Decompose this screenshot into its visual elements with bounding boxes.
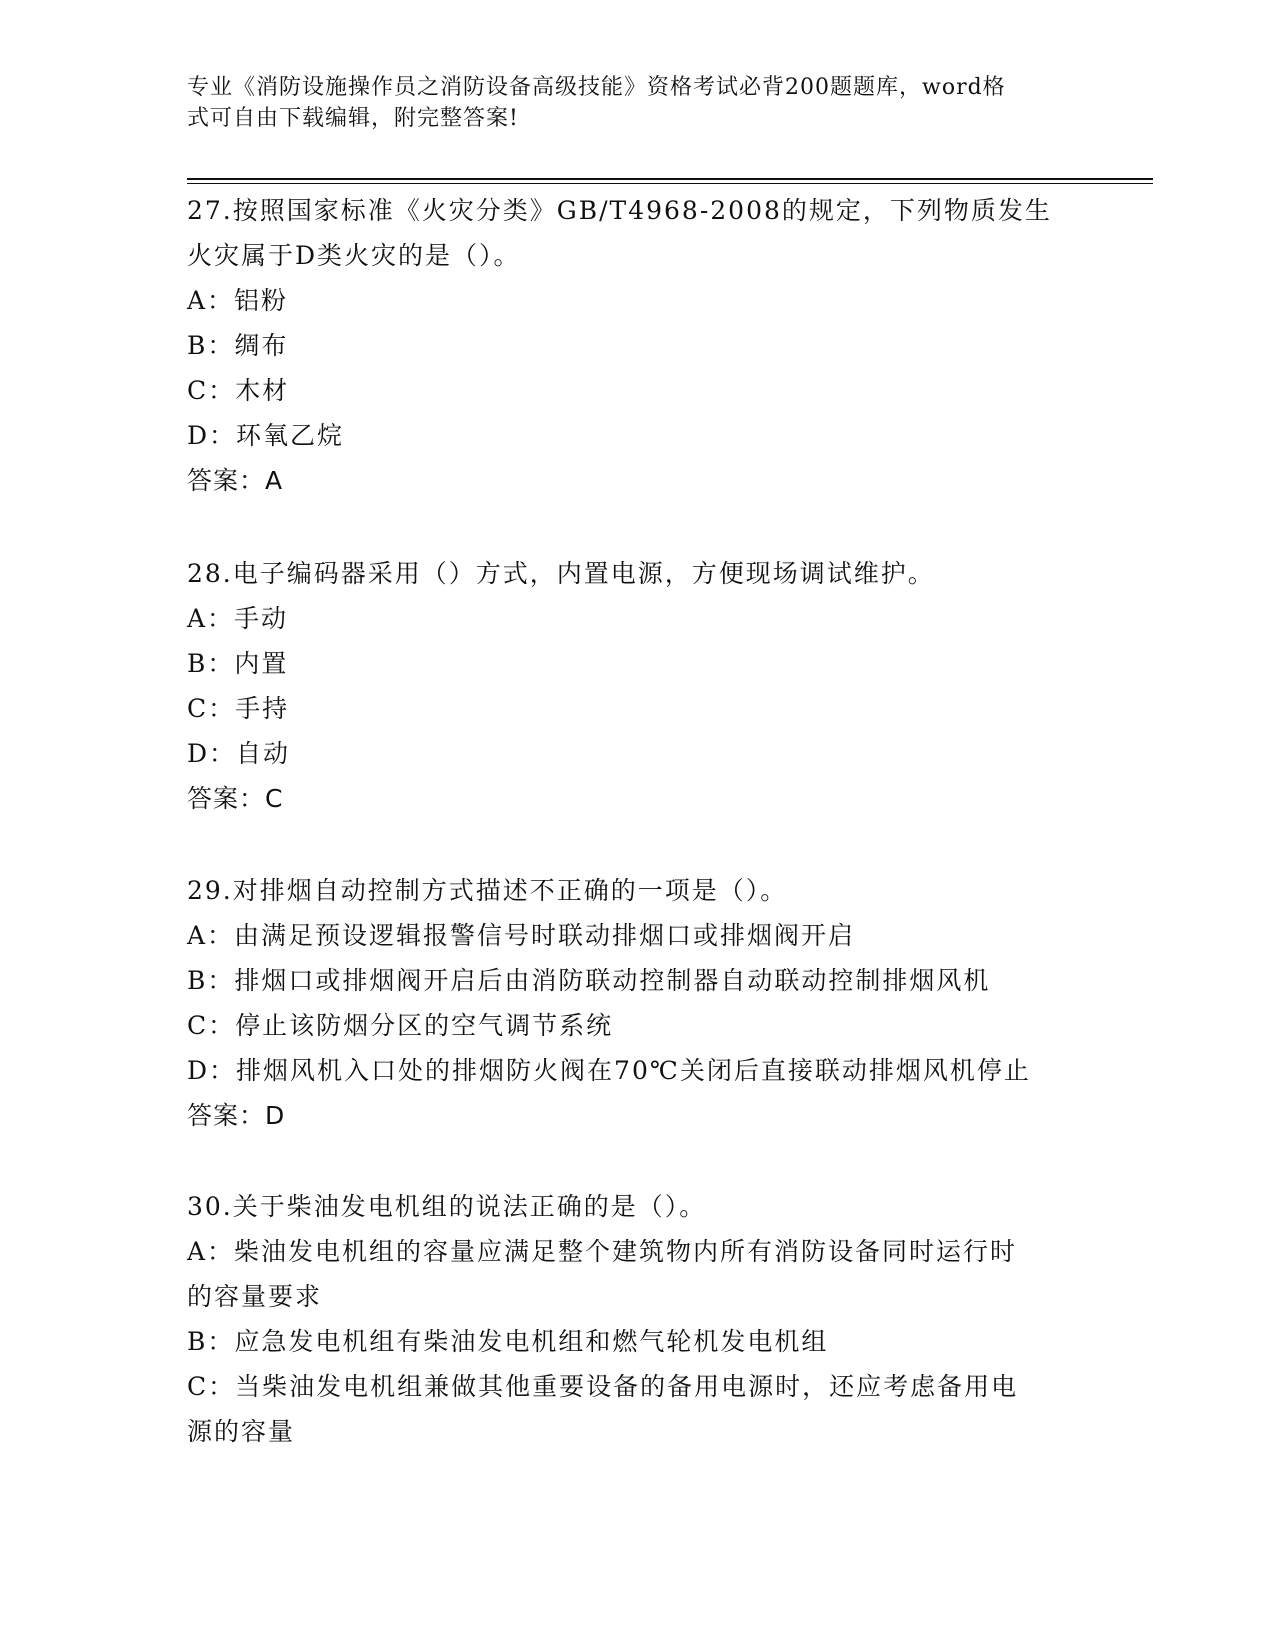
option-b: B：内置 (187, 649, 289, 678)
answer-line: 答案：D (187, 1101, 286, 1130)
option-d: D：自动 (187, 739, 291, 768)
header-divider-thin (187, 183, 1153, 184)
option-c: C：停止该防烟分区的空气调节系统 (187, 1011, 614, 1040)
header-line-2: 式可自由下载编辑，附完整答案! (187, 106, 519, 131)
option-b: B：应急发电机组有柴油发电机组和燃气轮机发电机组 (187, 1327, 829, 1356)
option-a: A：手动 (187, 604, 289, 633)
option-c-continued: 源的容量 (187, 1417, 296, 1446)
answer-line: 答案：A (187, 466, 284, 495)
option-b: B：绸布 (187, 331, 289, 360)
document-header (187, 72, 1067, 134)
option-a: A：由满足预设逻辑报警信号时联动排烟口或排烟阀开启 (187, 921, 856, 950)
header-divider-thick (187, 178, 1153, 180)
option-c: C：当柴油发电机组兼做其他重要设备的备用电源时，还应考虑备用电 (187, 1372, 1019, 1401)
question-stem: 29.对排烟自动控制方式描述不正确的一项是（）。 (187, 876, 788, 905)
option-c: C：木材 (187, 376, 290, 405)
question-stem: 28.电子编码器采用（）方式，内置电源，方便现场调试维护。 (187, 559, 935, 588)
question-29 (187, 868, 1087, 1138)
option-d: D：环氧乙烷 (187, 421, 345, 450)
question-28 (187, 551, 1087, 821)
question-stem: 27.按照国家标准《火灾分类》GB/T4968-2008的规定，下列物质发生 (187, 196, 1052, 225)
option-c: C：手持 (187, 694, 290, 723)
question-stem-continued: 火灾属于D类火灾的是（）。 (187, 241, 521, 270)
option-d: D：排烟风机入口处的排烟防火阀在70℃关闭后直接联动排烟风机停止 (187, 1056, 1031, 1085)
option-a: A：铝粉 (187, 286, 289, 315)
header-line-1: 专业《消防设施操作员之消防设备高级技能》资格考试必背200题题库，word格 (187, 75, 1006, 100)
question-stem: 30.关于柴油发电机组的说法正确的是（）。 (187, 1192, 707, 1221)
option-a: A：柴油发电机组的容量应满足整个建筑物内所有消防设备同时运行时 (187, 1237, 1018, 1266)
question-27 (187, 188, 1087, 503)
option-b: B：排烟口或排烟阀开启后由消防联动控制器自动联动控制排烟风机 (187, 966, 991, 995)
option-a-continued: 的容量要求 (187, 1282, 323, 1311)
question-30 (187, 1184, 1087, 1454)
answer-line: 答案：C (187, 784, 284, 813)
